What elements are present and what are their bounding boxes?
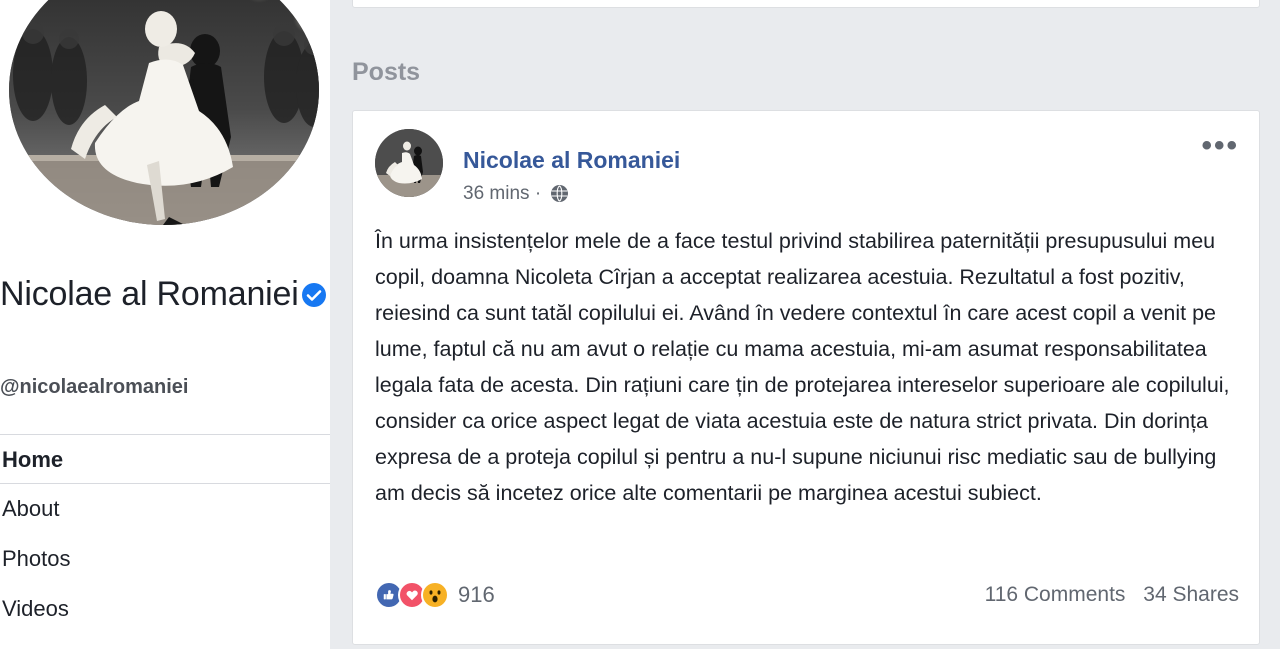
profile-nav <box>0 434 330 634</box>
sidebar-item-photos[interactable]: Photos <box>2 546 71 571</box>
profile-avatar[interactable] <box>4 0 329 230</box>
globe-public-icon[interactable] <box>550 184 569 203</box>
profile-handle[interactable]: @nicolaealromaniei <box>0 376 189 398</box>
shares-count[interactable]: 34 Shares <box>1143 583 1239 606</box>
profile-sidebar <box>0 0 330 649</box>
intro-card-bottom <box>352 0 1260 8</box>
profile-photo[interactable] <box>4 0 324 230</box>
comments-count[interactable]: 116 Comments <box>984 583 1126 606</box>
verified-badge-icon <box>301 275 327 301</box>
sidebar-item-videos[interactable]: Videos <box>2 596 69 621</box>
feed-column <box>330 0 1280 649</box>
wow-icon <box>421 581 449 609</box>
reaction-count[interactable]: 916 <box>458 582 495 607</box>
post-text: În urma insistențelor mele de a face testul privind stabilirea paternității presupusului meu copil, doamna Nicoleta Cîrjan a acceptat realizarea acestuia. Rezultatul a fost pozitiv, reiesind ca sunt tatăl copilului ei. Având în vedere contextul în care acest copil a venit pe lume, faptul că nu am avut o relație cu mama acestuia, mi-am asumat responsabilitatea legala fata de acesta. Din rațiuni care țin de protejarea intereselor superioare ale copilului, consider ca orice aspect legat de viata acestuia este de natura strict privata. Din dorința expresa de a proteja copilul și pentru a nu-l supune niciunui risc mediatic sau de bullying am decis să incetez orice alte comentarii pe marginea acestui subiect. <box>375 229 1230 505</box>
post-author-avatar[interactable] <box>375 129 443 197</box>
posts-section-title: Posts <box>352 58 421 86</box>
page-title <box>0 272 330 316</box>
post-timestamp[interactable]: 36 mins <box>463 183 530 204</box>
post-card <box>352 110 1260 645</box>
post-footer <box>375 581 1239 631</box>
sidebar-item-about[interactable]: About <box>2 496 60 521</box>
post-meta <box>463 183 569 205</box>
profile-photo-dancer-icon <box>9 0 324 230</box>
post-avatar-photo-icon <box>375 129 443 197</box>
reaction-summary[interactable] <box>375 581 495 609</box>
profile-name-text: Nicolae al Romaniei <box>0 275 299 313</box>
post-counts <box>973 583 1239 607</box>
post-author-name[interactable]: Nicolae al Romaniei <box>463 147 681 173</box>
more-options-icon[interactable]: ••• <box>1201 129 1239 162</box>
sidebar-item-home[interactable]: Home <box>0 434 330 484</box>
post-meta-separator: · <box>534 183 542 204</box>
